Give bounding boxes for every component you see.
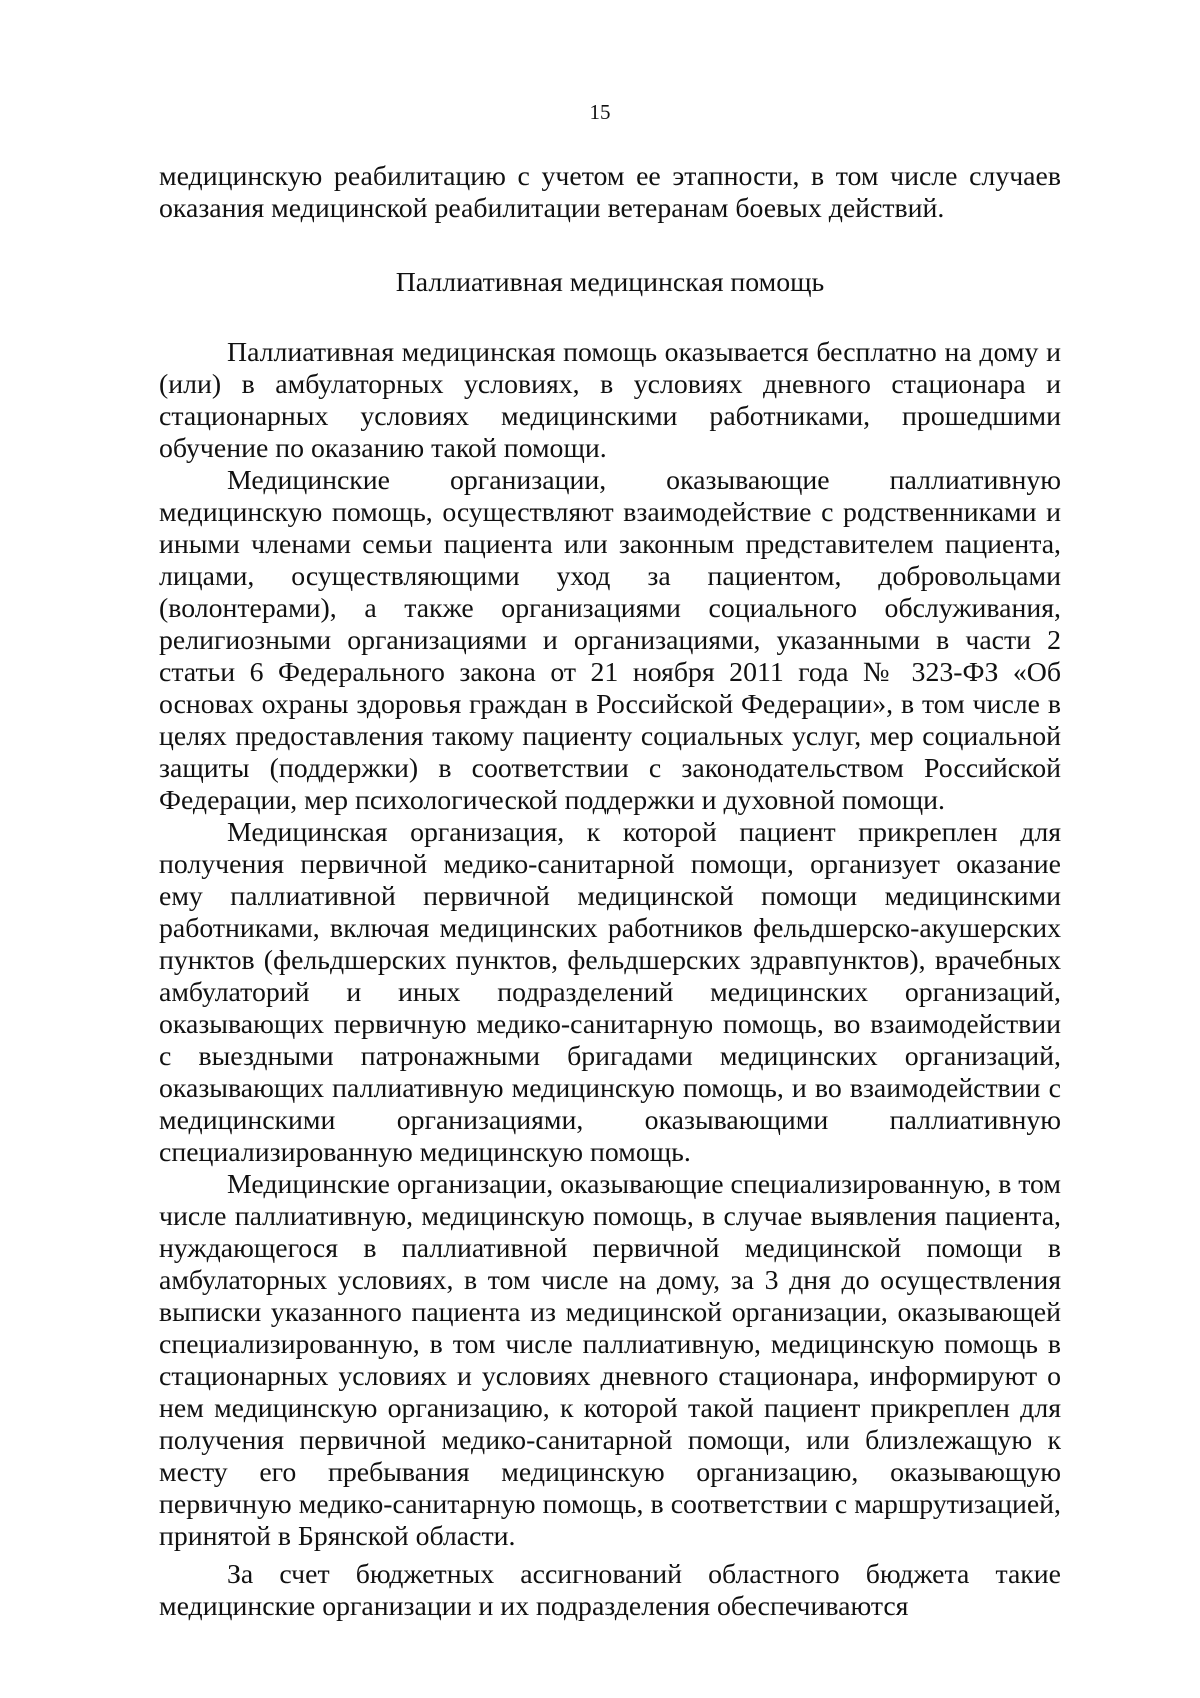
paragraph-budget-funding: За счет бюджетных ассигнований областного бюджета такие медицинские организации и их подразделения обеспечиваются (159, 1559, 1061, 1622)
document-body (159, 161, 1061, 1623)
section-heading: Паллиативная медицинская помощь (395, 267, 825, 298)
paragraph-specialized-care-notification: Медицинские организации, оказывающие специализированную, в том числе паллиативную, медицинскую помощь, в случае выявления пациента, нуждающегося в паллиативной первичной медицинской помощи в амбулаторных условиях, в том числе на дому, за 3 дня до осуществления выписки указанного пациента из медицинской организации, оказывающей специализированную, в том числе паллиативную, медицинскую помощь в стационарных условиях и условиях дневного стационара, информируют о нем медицинскую организацию, к которой такой пациент прикреплен для получения первичной медико-санитарной помощи, или близлежащую к месту его пребывания медицинскую организацию, оказывающую первичную медико-санитарную помощь, в соответствии с маршрутизацией, принятой в Брянской области. (159, 1169, 1062, 1552)
page-number: 15 (589, 100, 611, 124)
paragraph-palliative-care-provision: Паллиативная медицинская помощь оказывается бесплатно на дому и (или) в амбулаторных условиях, в условиях дневного стационара и стационарных условиях медицинскими работниками, прошедшими обучение по оказанию такой помощи. (159, 337, 1061, 464)
paragraph-primary-care-organization: Медицинская организация, к которой пациент прикреплен для получения первичной медико-санитарной помощи, организует оказание ему паллиативной первичной медицинской помощи медицинскими работниками, включая медицинских работников фельдшерско-акушерских пунктов (фельдшерских пунктов, фельдшерских здравпунктов), врачебных амбулаторий и иных подразделений медицинских организаций, оказывающих первичную медико-санитарную помощь, во взаимодействии с выездными патронажными бригадами медицинских организаций, оказывающих паллиативную медицинскую помощь, и во взаимодействии с медицинскими организациями, оказывающими паллиативную специализированную медицинскую помощь. (159, 817, 1061, 1168)
paragraph-interaction-with-relatives: Медицинские организации, оказывающие паллиативную медицинскую помощь, осуществляют взаимодействие с родственниками и иными членами семьи пациента или законным представителем пациента, лицами, осуществляющими уход за пациентом, добровольцами (волонтерами), а также организациями социального обслуживания, религиозными организациями и организациями, указанными в части 2 статьи 6 Федерального закона от 21 ноября 2011 года № 323-ФЗ «Об основах охраны здоровья граждан в Российской Федерации», в том числе в целях предоставления такому пациенту социальных услуг, мер социальной защиты (поддержки) в соответствии с законодательством Российской Федерации, мер психологической поддержки и духовной помощи. (159, 465, 1061, 816)
intro-paragraph: медицинскую реабилитацию с учетом ее этапности, в том числе случаев оказания медицинской реабилитации ветеранам боевых действий. (159, 161, 1061, 224)
